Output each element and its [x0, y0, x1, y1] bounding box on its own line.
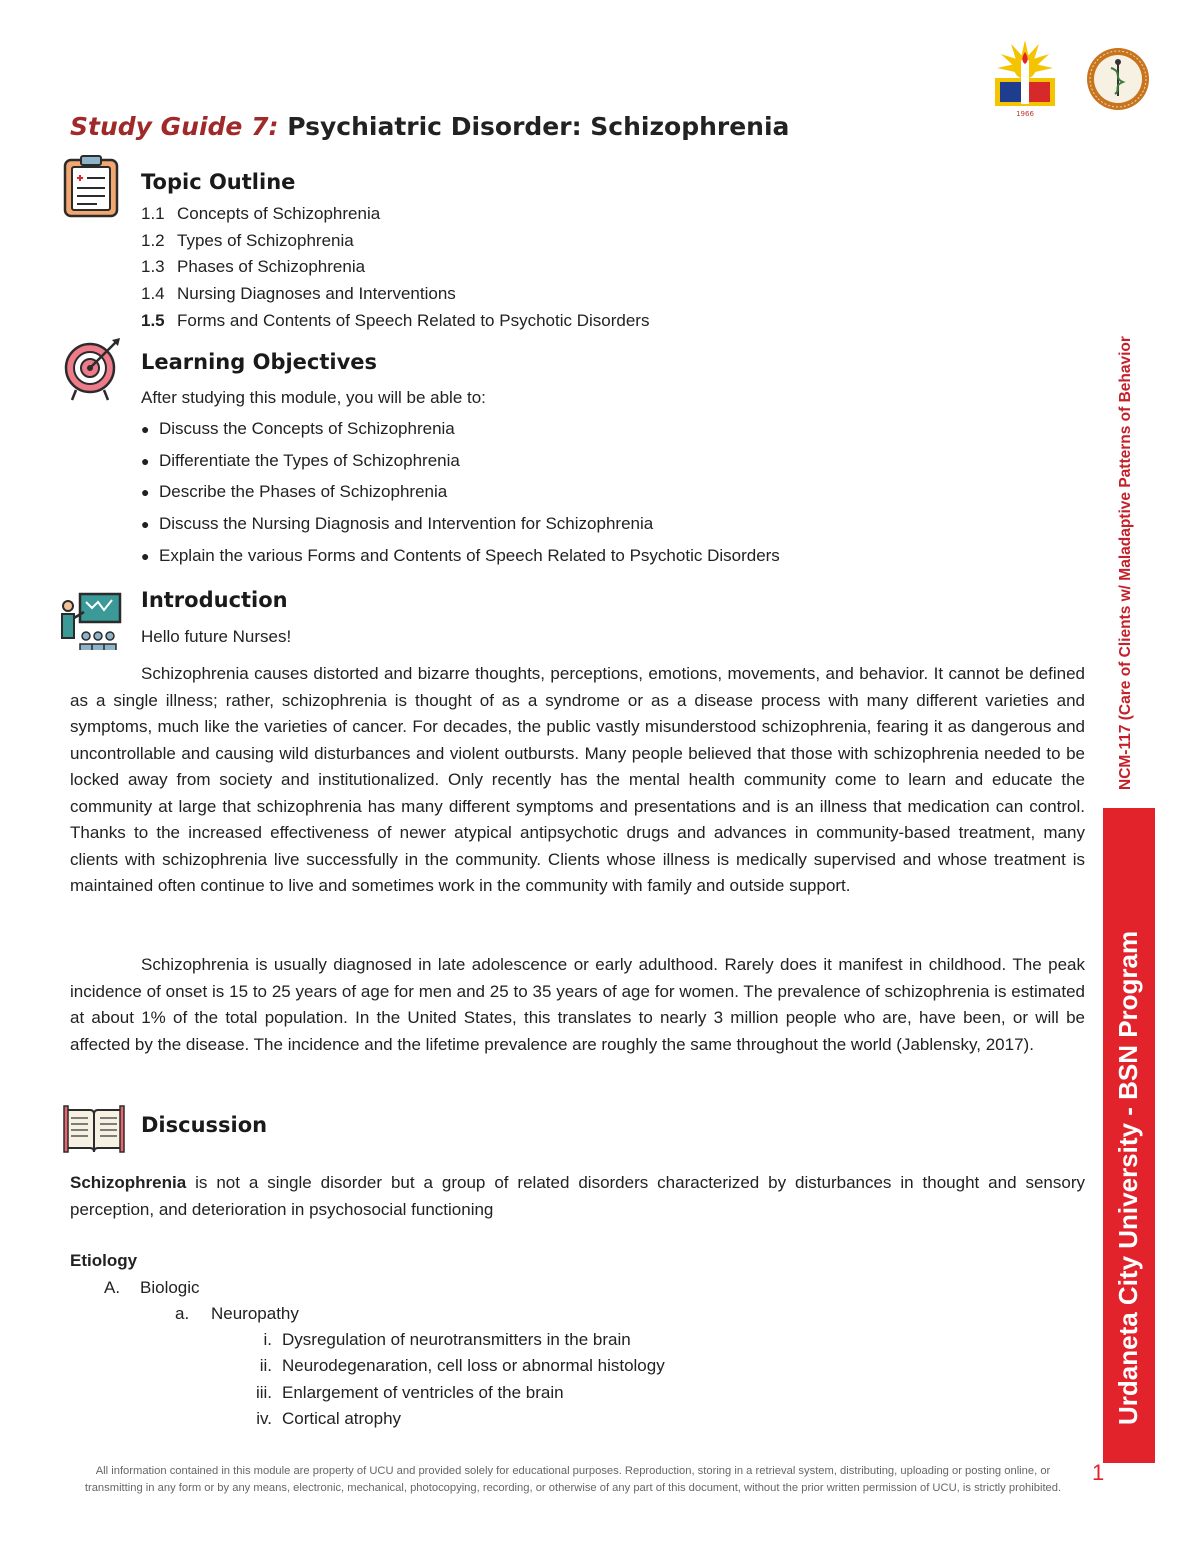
target-icon: [62, 336, 124, 402]
outline-item: 1.1 Concepts of Schizophrenia: [141, 204, 381, 223]
objectives-intro: After studying this module, you will be able to:: [141, 388, 486, 407]
etiology-item: i. Dysregulation of neurotransmitters in the brain: [263, 1330, 631, 1349]
course-title-vertical: NCM-117 (Care of Clients w/ Maladaptive Patterns of Behavior: [1117, 336, 1134, 790]
learning-objectives-heading: Learning Objectives: [141, 350, 378, 374]
etiology-subsection: a. Neuropathy: [175, 1304, 299, 1323]
page-title: Study Guide 7: Psychiatric Disorder: Schizophrenia: [70, 112, 790, 141]
intro-paragraph-1: Schizophrenia causes distorted and bizarre thoughts, perceptions, emotions, movements, and behavior. It cannot be defined as a single illness; rather, schizophrenia is thought of as a syndrome or as a disease process with many different varieties and symptoms, much like the varieties of cancer. For decades, the public vastly misunderstood schizophrenia, fearing it as dangerous and uncontrollable and causing wild disturbances and violent outbursts. Many people believed that those with schizophrenia needed to be locked away from society and institutionalized. Only recently has the mental health community come to learn and educate the community at large that schizophrenia has many different symptoms and presentations and is an illness that medication can control. Thanks to the increased effectiveness of newer atypical antipsychotic drugs and advances in community-based treatment, many clients with schizophrenia live successfully in the community. Clients whose illness is medically supervised and whose treatment is maintained often continue to live and sometimes work in the community with family and outside support.: [70, 664, 1085, 895]
objective-item: ● Discuss the Concepts of Schizophrenia: [141, 419, 455, 438]
book-icon: [62, 1100, 126, 1156]
program-title-vertical: Urdaneta City University - BSN Program: [1113, 930, 1143, 1425]
discussion-definition: Schizophrenia is not a single disorder but a group of related disorders characterized by disturbances in thought and sensory perception, and deterioration in psychosocial functioning: [70, 1173, 1085, 1219]
footer-disclaimer: All information contained in this module are property of UCU and provided solely for educational purposes. Reproduction, storing in a retrieval system, distributing, uploading or posting online, or transmitting in any form or by any means, electronic, mechanical, photocopying, recording, or otherwise of any part of this document, without the prior written permission of UCU, is strictly prohibited.: [84, 1465, 1062, 1494]
etiology-section: A. Biologic: [104, 1278, 200, 1297]
outline-item: 1.3 Phases of Schizophrenia: [141, 257, 366, 276]
introduction-heading: Introduction: [141, 588, 288, 612]
objective-item: ● Discuss the Nursing Diagnosis and Intervention for Schizophrenia: [141, 514, 654, 533]
svg-text:1966: 1966: [1016, 110, 1034, 118]
intro-paragraph-2: Schizophrenia is usually diagnosed in late adolescence or early adulthood. Rarely does it manifest in childhood. The peak incidence of onset is 15 to 25 years of age for men and 25 to 35 years of age for women. The prevalence of schizophrenia is estimated at about 1% of the total population. In the United States, this translates to nearly 3 million people who are, have been, or will be affected by the disease. The incidence and the lifetime prevalence are roughly the same throughout the world (Jablensky, 2017).: [70, 955, 1085, 1054]
objective-item: ● Explain the various Forms and Contents of Speech Related to Psychotic Disorders: [141, 546, 780, 565]
discussion-heading: Discussion: [141, 1113, 268, 1137]
etiology-item: ii. Neurodegenaration, cell loss or abnormal histology: [259, 1356, 665, 1375]
college-seal: [1085, 46, 1151, 112]
outline-item: 1.2 Types of Schizophrenia: [141, 231, 354, 250]
etiology-heading: Etiology: [70, 1251, 138, 1270]
outline-item: 1.5 Forms and Contents of Speech Related to Psychotic Disorders: [141, 311, 650, 330]
teacher-icon: [58, 590, 122, 652]
objective-item: ● Describe the Phases of Schizophrenia: [141, 482, 448, 501]
greeting: Hello future Nurses!: [141, 627, 292, 646]
topic-outline-heading: Topic Outline: [141, 170, 296, 194]
clipboard-icon: [62, 154, 120, 218]
etiology-item: iv. Cortical atrophy: [256, 1409, 402, 1428]
etiology-item: iii. Enlargement of ventricles of the brain: [255, 1383, 564, 1402]
outline-item: 1.4 Nursing Diagnoses and Interventions: [141, 284, 456, 303]
objective-item: ● Differentiate the Types of Schizophrenia: [141, 451, 460, 470]
university-logo: [990, 38, 1060, 120]
page-number: 1: [1092, 1460, 1105, 1485]
